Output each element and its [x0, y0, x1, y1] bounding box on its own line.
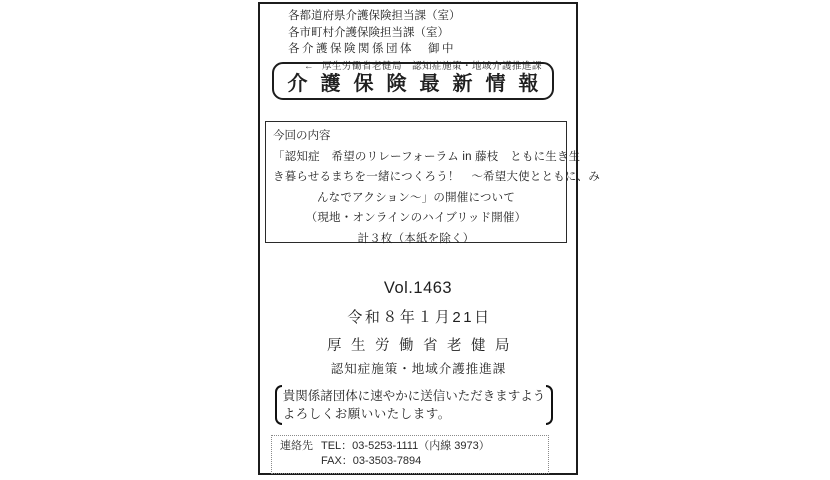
- recipient-line-organizations: 各介護保険関係団体 御中: [288, 43, 456, 55]
- contents-line: 計３枚（本紙を除く）: [357, 232, 475, 245]
- contents-line: 「認知症 希望のリレーフォーラム in 藤枝 ともに生き生: [273, 150, 581, 163]
- org-division: 認知症施策・地域介護推進課: [330, 362, 507, 376]
- notice-line-2: よろしくお願いいたします。: [282, 407, 451, 421]
- forwarding-notice-text: [283, 387, 546, 423]
- volume-number: Vol.1463: [383, 279, 453, 297]
- left-bracket-icon: [275, 385, 282, 425]
- forwarding-notice: [266, 385, 562, 425]
- contact-box: [271, 435, 549, 474]
- contents-line: （現地・オンラインのハイブリッド開催）: [305, 212, 527, 224]
- org-bureau: 厚生労働省老健局: [327, 338, 519, 354]
- recipient-line-prefectures: 各都道府県介護保険担当課（室）: [288, 10, 461, 22]
- document-title-box: [272, 62, 554, 100]
- contact-label: 連絡先: [280, 440, 313, 452]
- recipient-line-municipalities: 各市町村介護保険担当課（室）: [288, 26, 449, 39]
- contact-tel: TEL：03-5253-1111（内線 3973）: [321, 440, 490, 452]
- document-title: 介護保険最新情報: [287, 72, 552, 95]
- contact-fax: FAX：03-3503-7894: [321, 455, 422, 467]
- notice-document: [258, 2, 601, 475]
- right-bracket-icon: [546, 385, 553, 425]
- contents-heading: 今回の内容: [273, 130, 331, 142]
- contents-line: き暮らせるまちを一緒につくろう！ ～希望大使とともに、み: [273, 171, 601, 183]
- notice-line-1: 貴関係諸団体に速やかに送信いただきますよう: [282, 389, 546, 403]
- contents-line: んなでアクション～」の開催について: [316, 191, 516, 204]
- sender-text: 厚生労働省老健局 認知症施策・地域介護推進課: [322, 60, 543, 72]
- left-arrow-icon: ←: [304, 60, 314, 72]
- contact-lines: [321, 439, 490, 469]
- contents-box: [265, 121, 601, 245]
- issue-date: 令和８年１月21日: [347, 309, 492, 326]
